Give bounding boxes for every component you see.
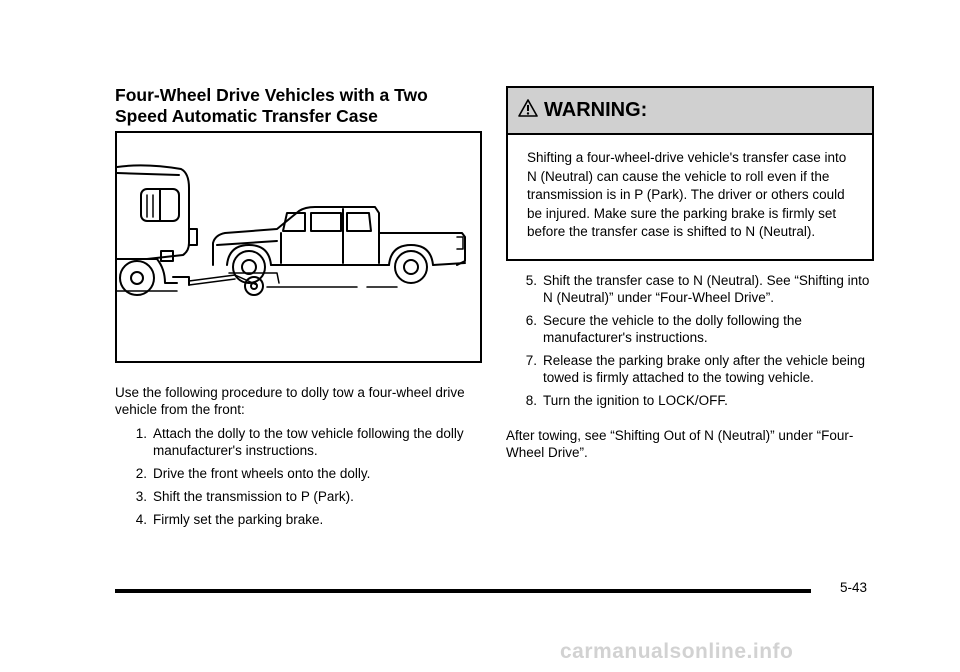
step-number: 6. bbox=[525, 313, 537, 328]
step-text: Attach the dolly to the tow vehicle following the dolly manufacturer's instructions. bbox=[153, 426, 464, 458]
tow-dolly-drawing bbox=[189, 273, 279, 295]
watermark: carmanualsonline.info bbox=[560, 640, 794, 663]
step-text: Release the parking brake only after the vehicle being towed is firmly attached to the towing vehicle. bbox=[543, 353, 865, 385]
step-text: Turn the ignition to LOCK/OFF. bbox=[543, 393, 728, 408]
step-number: 4. bbox=[135, 512, 147, 527]
step-text: Firmly set the parking brake. bbox=[153, 512, 324, 527]
footer-rule bbox=[115, 589, 811, 593]
step-text: Secure the vehicle to the dolly following the manufacturer's instructions. bbox=[543, 313, 802, 345]
step-number: 2. bbox=[135, 466, 147, 481]
list-item bbox=[515, 352, 880, 386]
step-text: Shift the transmission to P (Park). bbox=[153, 489, 354, 504]
list-item bbox=[125, 511, 485, 528]
motorhome-drawing bbox=[117, 165, 197, 295]
steps-list-left bbox=[125, 425, 485, 534]
warning-triangle-icon bbox=[518, 98, 538, 123]
warning-text: Shifting a four-wheel-drive vehicle's transfer case into N (Neutral) can cause the vehicle to roll even if the transmission is in P (Park). The driver or others could be injured. Make sure the parking brake is firmly set before the transfer case is shifted to N (Neutral). bbox=[527, 150, 847, 239]
list-item bbox=[125, 425, 485, 459]
page-number: 5-43 bbox=[840, 580, 868, 595]
step-number: 7. bbox=[525, 353, 537, 368]
step-number: 3. bbox=[135, 489, 147, 504]
list-item bbox=[515, 272, 880, 306]
list-item bbox=[125, 488, 485, 505]
step-text: Drive the front wheels onto the dolly. bbox=[153, 466, 371, 481]
step-number: 5. bbox=[525, 273, 537, 288]
list-item bbox=[515, 312, 880, 346]
steps-list-right bbox=[515, 272, 880, 415]
dolly-tow-illustration bbox=[115, 131, 482, 363]
step-number: 8. bbox=[525, 393, 537, 408]
pickup-truck-drawing bbox=[213, 207, 465, 287]
list-item bbox=[515, 392, 880, 409]
after-towing-text: After towing, see “Shifting Out of N (Neutral)” under “Four-Wheel Drive”. bbox=[506, 428, 854, 460]
warning-header bbox=[508, 88, 872, 135]
intro-text: Use the following procedure to dolly tow a four-wheel drive vehicle from the front: bbox=[115, 385, 465, 417]
list-item bbox=[125, 465, 485, 482]
step-number: 1. bbox=[135, 426, 147, 441]
warning-title: WARNING: bbox=[544, 99, 648, 121]
section-heading: Four-Wheel Drive Vehicles with a Two Speed Automatic Transfer Case bbox=[115, 85, 428, 126]
warning-box bbox=[506, 86, 874, 261]
step-text: Shift the transfer case to N (Neutral). See “Shifting into N (Neutral)” under “Four-Wheel Drive”. bbox=[543, 273, 870, 305]
